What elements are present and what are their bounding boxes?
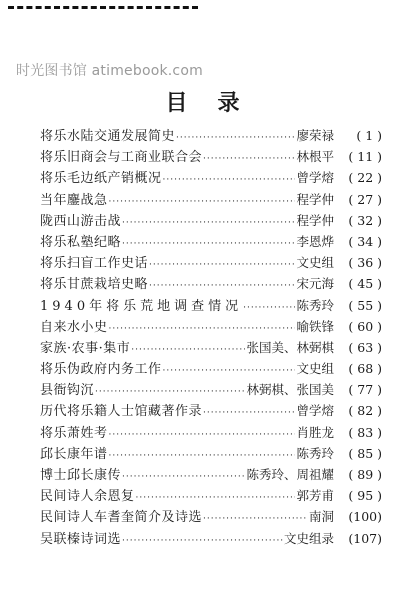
toc-dot-leader	[203, 403, 295, 424]
toc-entry-title: 县衙钩沉	[40, 383, 95, 399]
toc-entry-title: 将乐毛边纸产销概况	[40, 171, 162, 187]
toc-entry-title: 陇西山游击战	[40, 213, 122, 229]
toc-entry-page: ( 95 )	[348, 488, 382, 504]
toc-entry	[40, 231, 382, 252]
toc-entry-page: ( 32 )	[348, 212, 382, 228]
toc-entry	[40, 316, 382, 337]
toc-entry-page: ( 63 )	[348, 339, 382, 355]
toc-entry	[40, 485, 382, 506]
toc-entry-author: 宋元海	[296, 276, 334, 292]
toc-dot-leader	[122, 531, 283, 552]
toc-entry-page: (107)	[348, 530, 382, 546]
toc-entry	[40, 506, 382, 527]
toc-entry-page: ( 77 )	[348, 382, 382, 398]
toc-entry	[40, 295, 382, 316]
page-title: 目录	[165, 91, 270, 116]
toc-entry-title: 将乐扫盲工作史话	[40, 256, 149, 272]
toc-entry-author: 李恩烨	[296, 233, 334, 249]
toc-entry-page: ( 1 )	[356, 128, 382, 143]
toc-dot-leader	[109, 425, 296, 446]
toc-entry-title: 自来水小史	[40, 319, 108, 335]
toc-dot-leader	[176, 128, 295, 149]
toc-entry	[40, 379, 382, 400]
toc-entry-title: 将乐水陆交通发展简史	[40, 129, 176, 144]
toc-entry-page: ( 11 )	[348, 149, 382, 165]
toc-dot-leader	[163, 170, 296, 191]
toc-entry-author: 郭芳甫	[296, 488, 334, 504]
toc-entry	[40, 189, 382, 210]
toc-entry-title: 1940年将乐荒地调查情况	[40, 298, 243, 314]
toc-entry	[40, 252, 382, 273]
toc-entry	[40, 443, 382, 464]
toc-entry-author: 程学仲	[296, 191, 334, 207]
toc-dot-leader	[149, 255, 295, 276]
toc-entry-author: 林根平	[296, 149, 334, 165]
toc-dot-leader	[122, 467, 245, 488]
table-of-contents	[40, 125, 382, 549]
toc-entry-author: 程学仲	[296, 212, 334, 228]
toc-entry-title: 将乐甘蔗栽培史略	[40, 277, 149, 293]
toc-entry	[40, 422, 382, 443]
toc-entry-author: 陈秀玲、周祖耀	[246, 467, 334, 482]
toc-entry-page: ( 82 )	[348, 403, 382, 419]
toc-entry-title: 将乐旧商会与工商业联合会	[40, 150, 203, 166]
toc-entry-page: ( 85 )	[348, 445, 382, 461]
toc-entry-title: 将乐私塾纪略	[40, 234, 122, 250]
toc-entry-author: 南洞	[308, 509, 334, 525]
toc-entry	[40, 358, 382, 379]
toc-entry-title: 吴联榛诗词选	[40, 531, 122, 547]
toc-entry-title: 将乐伪政府内务工作	[40, 362, 162, 378]
toc-entry	[40, 464, 382, 485]
toc-entry-page: ( 36 )	[348, 255, 382, 271]
toc-entry-title: 民间诗人车耆奎简介及诗选	[40, 510, 203, 526]
toc-entry-page: ( 68 )	[348, 361, 382, 377]
toc-entry-author: 文史组录	[283, 530, 334, 546]
toc-entry-author: 陈秀玲	[296, 445, 334, 461]
toc-dot-leader	[203, 149, 295, 170]
toc-entry-page: ( 34 )	[348, 233, 382, 249]
toc-entry	[40, 400, 382, 421]
toc-dot-leader	[109, 192, 296, 213]
toc-entry	[40, 337, 382, 358]
toc-entry-author: 曾学熔	[296, 170, 334, 186]
toc-dot-leader	[122, 234, 295, 255]
toc-entry	[40, 125, 382, 146]
top-dashed-rule	[8, 6, 198, 9]
toc-entry	[40, 167, 382, 188]
toc-entry-page: ( 83 )	[348, 424, 382, 440]
toc-entry-page: ( 55 )	[348, 297, 382, 313]
toc-entry-page: (100)	[348, 509, 382, 525]
toc-dot-leader	[131, 340, 245, 361]
toc-entry	[40, 146, 382, 167]
toc-entry-author: 陈秀玲	[296, 297, 334, 313]
toc-entry-author: 肖胜龙	[296, 424, 334, 440]
toc-entry	[40, 528, 382, 549]
toc-entry-title: 邱长康年谱	[40, 446, 108, 462]
toc-dot-leader	[149, 276, 295, 297]
toc-entry-author: 文史组	[296, 255, 334, 271]
toc-entry-title: 将乐萧姓考	[40, 425, 108, 441]
toc-dot-leader	[136, 488, 296, 509]
toc-entry-author: 林弼棋、张国美	[246, 382, 334, 398]
toc-entry-page: ( 27 )	[348, 191, 382, 207]
toc-entry-author: 曾学熔	[296, 403, 334, 419]
toc-entry	[40, 210, 382, 231]
toc-entry-title: 民间诗人余恩复	[40, 489, 135, 505]
toc-entry-author: 张国美、林弼棋	[246, 339, 334, 355]
toc-entry-title: 历代将乐籍人士馆藏著作录	[40, 404, 203, 420]
toc-dot-leader	[122, 213, 295, 234]
watermark: 时光图书馆 atimebook.com	[16, 63, 203, 79]
toc-entry	[40, 273, 382, 294]
toc-entry-title: 家族·农事·集市	[40, 340, 131, 356]
toc-entry-title: 当年鏖战急	[40, 192, 108, 208]
toc-entry-page: ( 60 )	[348, 318, 382, 334]
toc-entry-page: ( 22 )	[348, 170, 382, 186]
toc-entry-author: 文史组	[296, 361, 334, 377]
toc-entry-author: 廖荣禄	[296, 128, 334, 143]
toc-entry-page: ( 45 )	[348, 276, 382, 292]
toc-dot-leader	[95, 382, 245, 403]
toc-dot-leader	[243, 298, 295, 319]
toc-entry-author: 喻铁锋	[296, 318, 334, 334]
toc-entry-title: 博士邱长康传	[40, 468, 122, 483]
toc-entry-page: ( 89 )	[348, 467, 382, 482]
